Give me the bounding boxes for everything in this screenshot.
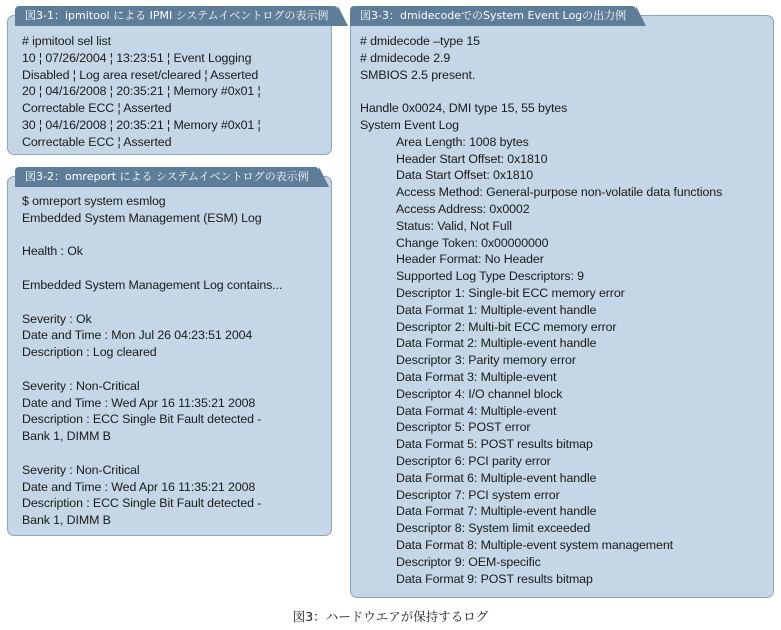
output-line: Descriptor 4: I/O channel block <box>396 386 563 401</box>
dmidecode-panel-title: 図3-3：dmidecodeでのSystem Event Logの出力例 <box>350 6 636 26</box>
output-line: Description : ECC Single Bit Fault detected - <box>22 412 262 427</box>
output-line <box>22 227 282 244</box>
output-line: Status: Valid, Not Full <box>396 218 512 233</box>
output-line: Correctable ECC ¦ Asserted <box>22 101 172 116</box>
output-line <box>22 260 282 277</box>
output-line: Area Length: 1008 bytes <box>396 134 529 149</box>
output-line: Data Format 4: Multiple-event <box>396 403 557 418</box>
output-line: # dmidecode 2.9 <box>360 50 451 65</box>
output-line: Data Format 2: Multiple-event handle <box>396 336 597 351</box>
output-line: Severity : Ok <box>22 311 92 326</box>
output-line: Supported Log Type Descriptors: 9 <box>396 269 584 284</box>
ipmitool-output <box>22 33 261 151</box>
output-line: Severity : Non-Critical <box>22 462 140 477</box>
output-line: Date and Time : Wed Apr 16 11:35:21 2008 <box>22 395 256 410</box>
output-line: Embedded System Management Log contains... <box>22 277 283 292</box>
output-line: SMBIOS 2.5 present. <box>360 67 476 82</box>
output-line: Descriptor 7: PCI system error <box>396 487 560 502</box>
output-line: System Event Log <box>360 117 459 132</box>
output-line: Access Address: 0x0002 <box>396 201 530 216</box>
output-line: Header Format: No Header <box>396 252 544 267</box>
ipmitool-panel-title: 図3-1：ipmitool による IPMI システムイベントログの表示例 <box>15 6 338 26</box>
output-line: Health : Ok <box>22 244 83 259</box>
output-line: Handle 0x0024, DMI type 15, 55 bytes <box>360 101 568 116</box>
output-line: Descriptor 3: Parity memory error <box>396 353 576 368</box>
output-line: Descriptor 8: System limit exceeded <box>396 521 591 536</box>
output-line: # ipmitool sel list <box>22 34 111 48</box>
output-line: Data Format 8: Multiple-event system management <box>396 537 673 552</box>
output-line: Data Format 9: POST results bitmap <box>396 571 593 586</box>
output-line: Data Start Offset: 0x1810 <box>396 168 534 183</box>
dmidecode-output <box>360 33 722 587</box>
output-line: Descriptor 6: PCI parity error <box>396 453 551 468</box>
output-line: Date and Time : Mon Jul 26 04:23:51 2004 <box>22 328 253 343</box>
output-line <box>22 294 282 311</box>
output-line: Access Method: General-purpose non-volatile data functions <box>396 185 723 200</box>
output-line <box>22 361 282 378</box>
output-line: Descriptor 5: POST error <box>396 420 531 435</box>
output-line: 30 ¦ 04/16/2008 ¦ 20:35:21 ¦ Memory #0x01 ¦ <box>22 117 261 132</box>
output-line: Date and Time : Wed Apr 16 11:35:21 2008 <box>22 479 256 494</box>
output-line: Descriptor 9: OEM-specific <box>396 554 541 569</box>
output-line: Embedded System Management (ESM) Log <box>22 210 262 225</box>
omreport-output <box>22 193 282 529</box>
output-line: Description : ECC Single Bit Fault detected - <box>22 496 262 511</box>
output-line: Descriptor 1: Single-bit ECC memory error <box>396 285 625 300</box>
output-line: Data Format 1: Multiple-event handle <box>396 302 597 317</box>
output-line <box>22 445 282 462</box>
output-line: Disabled ¦ Log area reset/cleared ¦ Asserted <box>22 67 259 82</box>
output-line: 10 ¦ 07/26/2004 ¦ 13:23:51 ¦ Event Logging <box>22 50 252 65</box>
output-line: Data Format 5: POST results bitmap <box>396 437 593 452</box>
output-line: Data Format 3: Multiple-event <box>396 369 557 384</box>
omreport-panel-title: 図3-2：omreport による システムイベントログの表示例 <box>15 167 319 187</box>
output-line: 20 ¦ 04/16/2008 ¦ 20:35:21 ¦ Memory #0x01 ¦ <box>22 84 261 99</box>
output-line: Change Token: 0x00000000 <box>396 235 549 250</box>
output-line: Description : Log cleared <box>22 345 157 360</box>
output-line: Header Start Offset: 0x1810 <box>396 151 548 166</box>
figure-caption: 図3：ハードウエアが保持するログ <box>292 609 489 624</box>
output-line: Data Format 6: Multiple-event handle <box>396 470 597 485</box>
output-line: # dmidecode –type 15 <box>360 34 480 48</box>
output-line: Correctable ECC ¦ Asserted <box>22 134 172 149</box>
output-line: Severity : Non-Critical <box>22 378 140 393</box>
output-line <box>360 83 722 100</box>
output-line: Bank 1, DIMM B <box>22 429 111 444</box>
output-line: Bank 1, DIMM B <box>22 513 111 528</box>
output-line: $ omreport system esmlog <box>22 194 166 208</box>
output-line: Data Format 7: Multiple-event handle <box>396 504 597 519</box>
output-line: Descriptor 2: Multi-bit ECC memory error <box>396 319 617 334</box>
